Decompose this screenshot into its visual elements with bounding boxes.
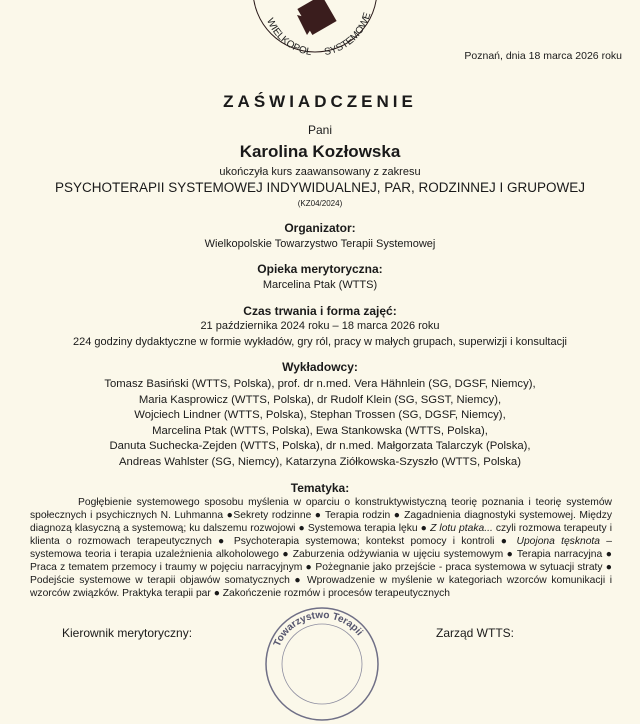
lecturer-line: Marcelina Ptak (WTTS, Polska), Ewa Stankowska (WTTS, Polska), (152, 424, 488, 437)
duration-dates: 21 października 2024 roku – 18 marca 2026 roku (200, 320, 440, 332)
course-code: (KZ04/2024) (297, 199, 343, 208)
course-name: PSYCHOTERAPII SYSTEMOWEJ INDYWIDUALNEJ, PAR, RODZINNEJ I GRUPOWEJ (54, 180, 586, 195)
organization-logo (245, 0, 385, 60)
topics-part: czyli rozmowa terapeuty i klienta o rozmowach terapeutycznych ● Psychoterapia systemowa; kontekst pomocy i kontroli ● (30, 523, 612, 547)
lecturer-line: Tomasz Basiński (WTTS, Polska), prof. dr n.med. Vera Hähnlein (SG, DGSF, Niemcy), (104, 378, 536, 390)
salutation: Pani (307, 123, 333, 137)
stamp-text: Towarzystwo Terapii (271, 609, 365, 649)
issue-date: Poznań, dnia 18 marca 2026 roku (464, 50, 622, 62)
lecturers-label: Wykładowcy: (282, 360, 358, 374)
recipient-name: Karolina Kozłowska (239, 142, 401, 161)
topics-italic: Z lotu ptaka... (430, 523, 493, 534)
duration-hours: 224 godziny dydaktyczne w formie wykładów, gry ról, pracy w małych grupach, superwizji i konsultacji (73, 336, 567, 348)
topics-text (30, 496, 612, 600)
lecturer-line: Danuta Suchecka-Zejden (WTTS, Polska), dr n.med. Małgorzata Talarczyk (Polska), (109, 440, 531, 452)
lecturer-line: Andreas Wahlster (SG, Niemcy), Katarzyna Ziółkowska-Szyszło (WTTS, Polska) (119, 455, 521, 468)
topics-label: Tematyka: (290, 481, 350, 495)
topics-italic: Upojona tęsknota (516, 536, 601, 547)
lecturers-list (0, 377, 640, 470)
topics-part: – systemowa teoria i terapia uzależnienia alkoholowego ● Zaburzenia odżywiania w ujęciu systemowym ● Terapia narracyjna ● Praca z tematem przemocy i traumy w pojęciu narracyjnym ● Pożegnanie jako przejście - praca systemowa w sytuacji straty ● Podejście systemowe w terapii objawów somatycznych ● Wprowadzenie w myślenie w kategoriach wzorców komunikacji i wzorców związków. Praktyka terapii par ● Zakończenie rozmów i procesów terapeutycznych (30, 536, 612, 599)
topics-part: Pogłębienie systemowego sposobu myślenia w oparciu o konstruktywistyczną teorię poznania i teorię systemów społecznych i psychicznych N. Luhmanna ●Sekrety rodzinne ● Terapia rodzin ● Zagadnienia diagnostyki systemowej. Między diagnozą klasyczną a systemową; ku dalszemu rozwojowi ● Systemowa terapia lęku ● (30, 497, 612, 534)
signature-label-right: Zarząd WTTS: (436, 626, 515, 640)
logo-ring-text-right: SYSTEMOWE (323, 11, 374, 59)
organizer-value: Wielkopolskie Towarzystwo Terapii Systemowej (204, 238, 436, 250)
organizer-label: Organizator: (284, 221, 356, 235)
completion-text: ukończyła kurs zaawansowany z zakresu (219, 166, 421, 178)
organization-stamp (262, 604, 382, 724)
certificate-title: ZAŚWIADCZENIE (223, 92, 417, 111)
duration-label: Czas trwania i forma zajęć: (243, 304, 397, 318)
signature-label-left: Kierownik merytoryczny: (62, 626, 193, 640)
supervision-label: Opieka merytoryczna: (257, 262, 383, 276)
lecturer-line: Wojciech Lindner (WTTS, Polska), Stephan Trossen (SG, DGSF, Niemcy), (134, 409, 506, 421)
supervision-value: Marcelina Ptak (WTTS) (262, 279, 378, 291)
logo-ring-text-left: WIELKOPOL (264, 16, 313, 59)
lecturer-line: Maria Kasprowicz (WTTS, Polska), dr Rudolf Klein (SG, SGST, Niemcy), (138, 393, 502, 406)
